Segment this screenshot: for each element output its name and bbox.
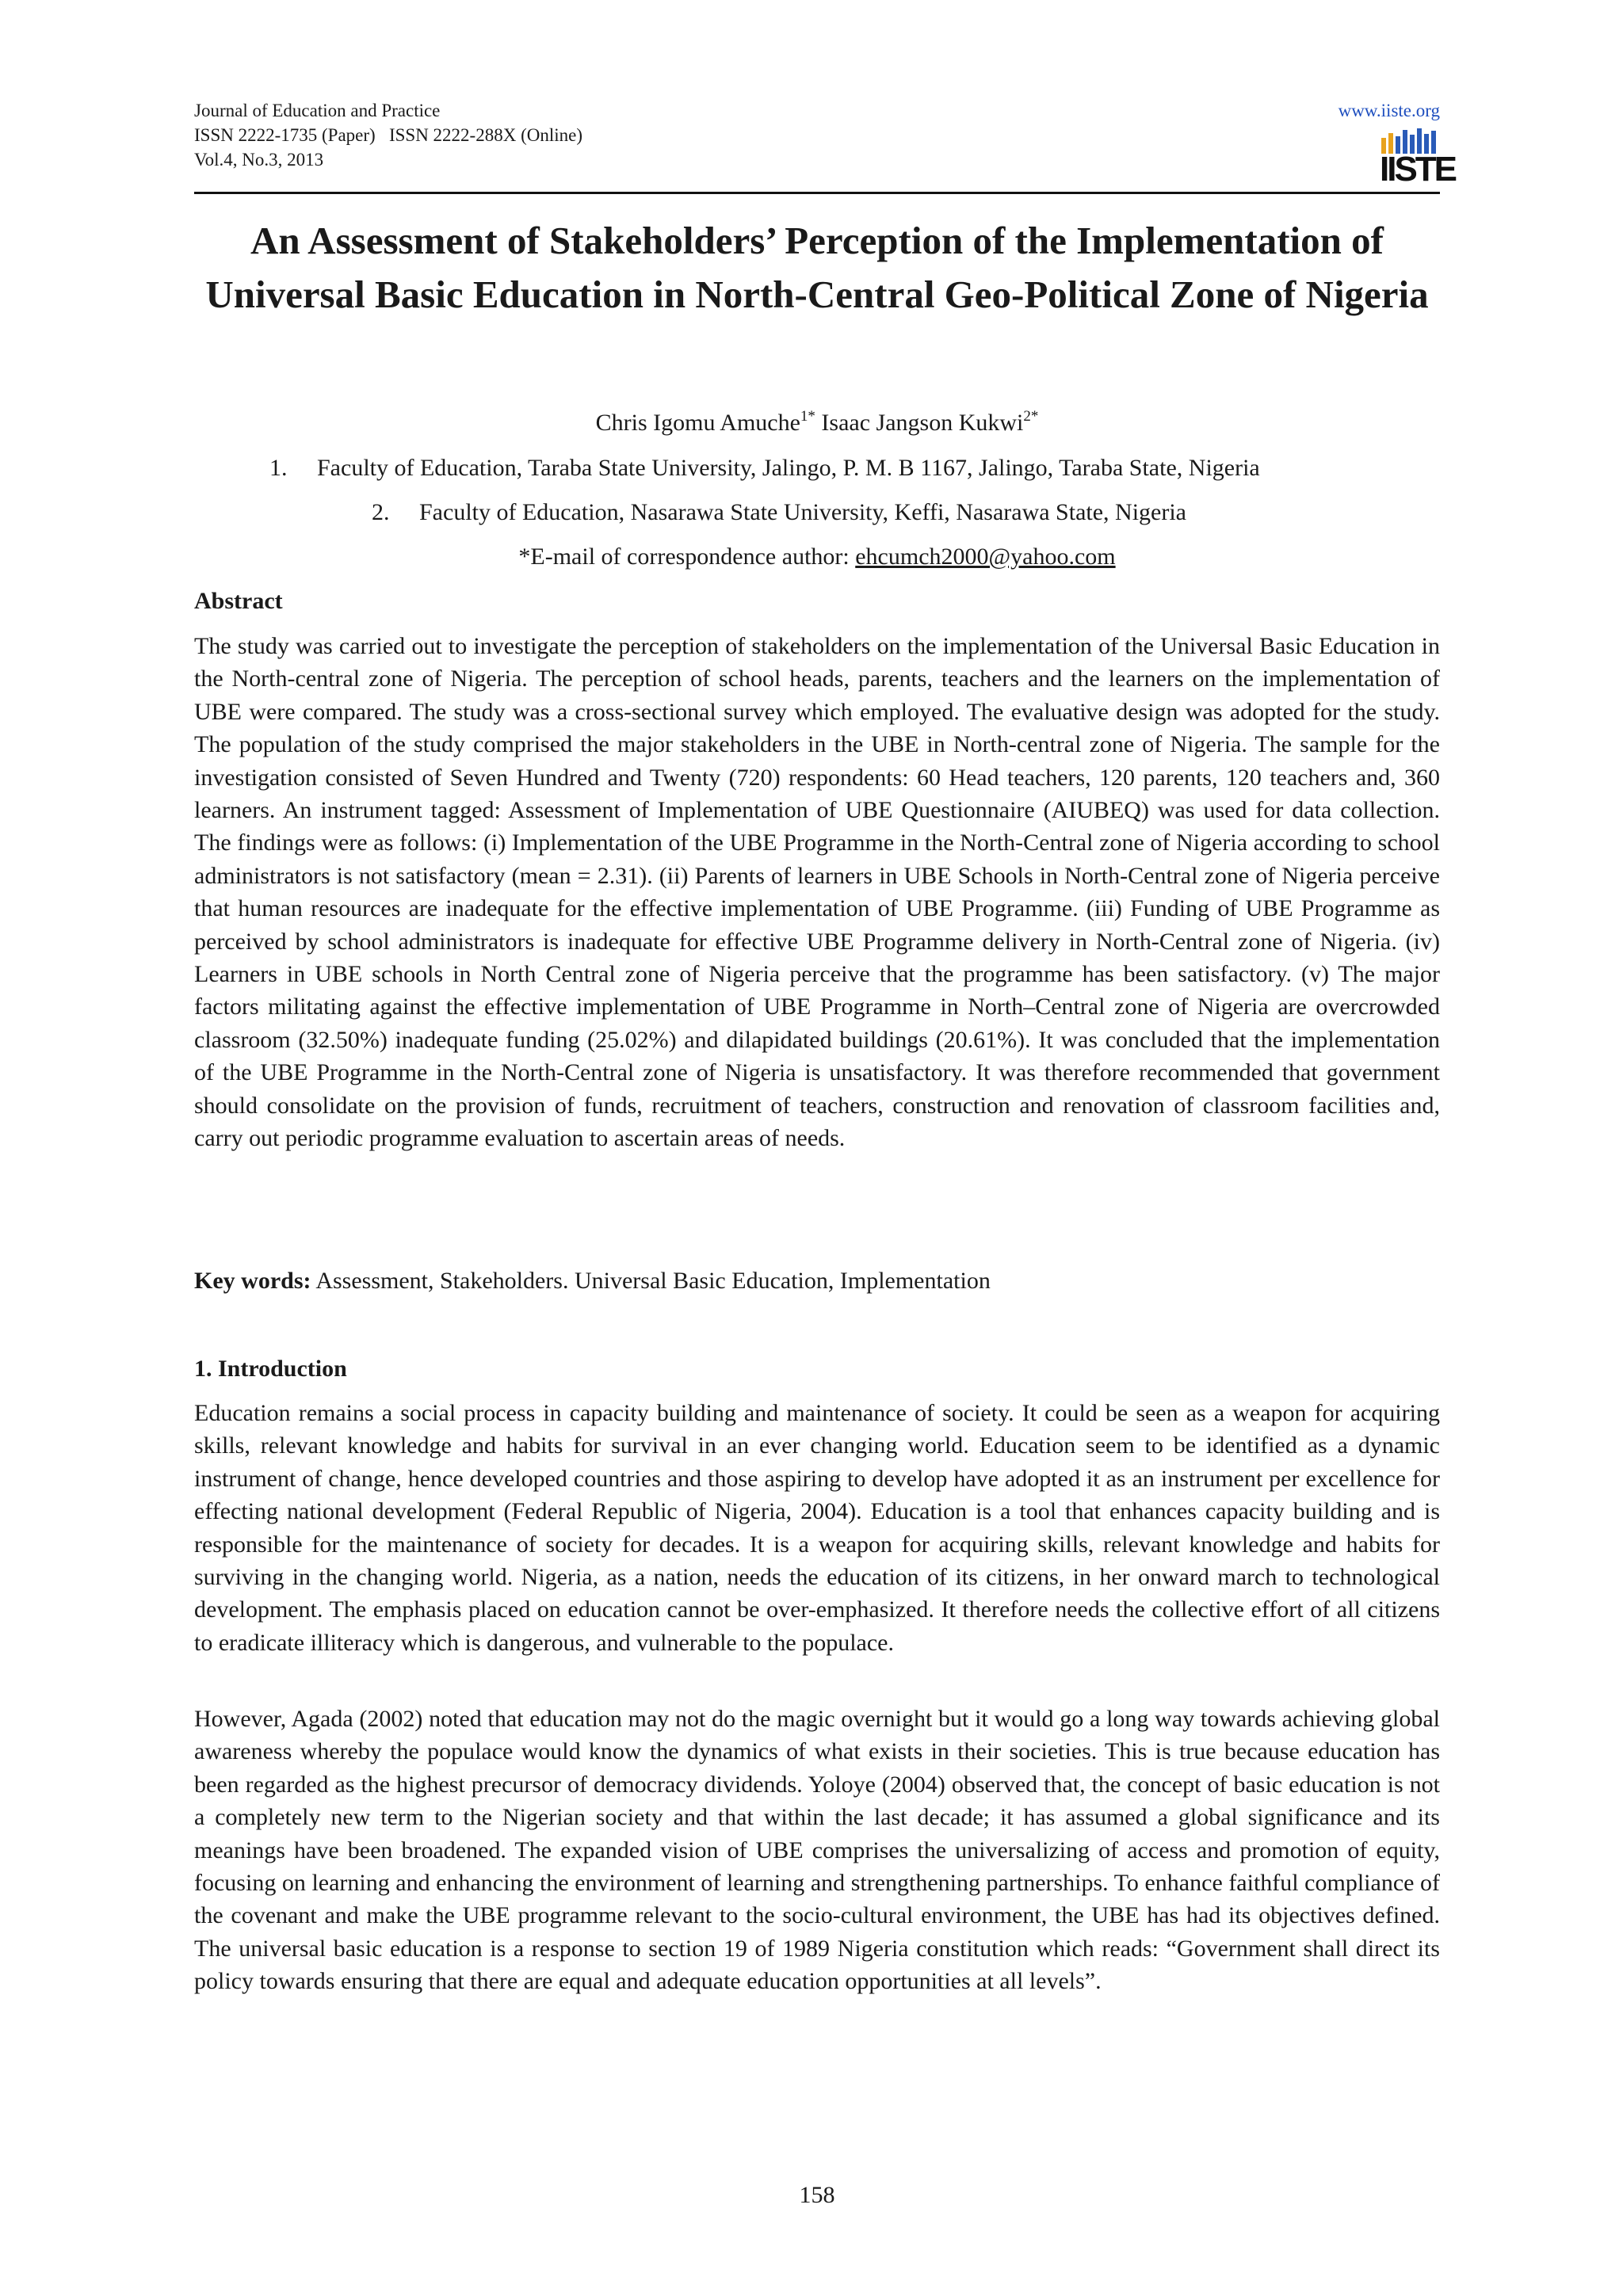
journal-issn: ISSN 2222-1735 (Paper) ISSN 2222-288X (Online) bbox=[194, 125, 582, 145]
author-1-name: Chris Igomu Amuche bbox=[595, 410, 800, 436]
affiliation-1-number: 1. bbox=[269, 455, 288, 481]
journal-info bbox=[194, 98, 582, 172]
correspondence-email-link[interactable]: ehcumch2000@yahoo.com bbox=[855, 543, 1116, 570]
page-number: 158 bbox=[799, 2182, 835, 2208]
journal-url-link[interactable]: www.iiste.org bbox=[1338, 101, 1440, 120]
journal-name: Journal of Education and Practice bbox=[194, 101, 441, 120]
keywords-label: Key words: bbox=[194, 1268, 311, 1294]
journal-volume: Vol.4, No.3, 2013 bbox=[194, 150, 324, 170]
author-line bbox=[194, 407, 1440, 439]
introduction-paragraph-1: Education remains a social process in capacity building and maintenance of society. It could be seen as a weapon for acquiring skills, relevant knowledge and habits for survival in an ever changing world. Education seem to be identified as a dynamic instrument of change, hence developed countries and those aspiring to develop have adopted it as an instrument per excellence for effecting national development (Federal Republic of Nigeria, 2004). Education is a tool that enhances capacity building and is responsible for the maintenance of society for decades. It is a weapon for acquiring skills, relevant knowledge and habits for surviving in the changing world. Nigeria, as a nation, needs the education of its citizens, in her onward march to technological development. The emphasis placed on education cannot be over-emphasized. It therefore needs the collective effort of all citizens to eradicate illiteracy which is dangerous, and vulnerable to the populace. bbox=[194, 1400, 1440, 1656]
affiliation-2 bbox=[372, 497, 1186, 528]
affiliation-2-number: 2. bbox=[372, 499, 390, 525]
author-2-superscript: 2* bbox=[1023, 408, 1039, 425]
paper-title: An Assessment of Stakeholders’ Perception of the Implementation of Universal Basic Education in North-Central Geo-Political Zone of Nigeria bbox=[205, 219, 1429, 316]
journal-header bbox=[194, 98, 1456, 189]
correspondence-line bbox=[194, 541, 1440, 573]
abstract-heading: Abstract bbox=[194, 588, 283, 614]
affiliation-1 bbox=[269, 452, 1260, 484]
author-2-name: Isaac Jangson Kukwi bbox=[821, 410, 1024, 436]
affiliation-2-text: Faculty of Education, Nasarawa State University, Keffi, Nasarawa State, Nigeria bbox=[419, 499, 1186, 525]
logo-wordmark: IISTE bbox=[1380, 150, 1456, 189]
keywords-line bbox=[194, 1265, 1440, 1297]
iiste-logo bbox=[1380, 127, 1456, 190]
introduction-paragraph-2: However, Agada (2002) noted that education may not do the magic overnight but it would go a long way towards achieving global awareness whereby the populace would know the dynamics of what exists in their societies. This is true because education has been regarded as the highest precursor of democracy dividends. Yoloye (2004) observed that, the concept of basic education is not a completely new term to the Nigerian society and that within the last decade; it has assumed a global significance and its meanings have been broadened. The expanded vision of UBE comprises the universalizing of access and promotion of equity, focusing on learning and enhancing the environment of learning and strengthening partnerships. To enhance faithful compliance of the covenant and make the UBE programme relevant to the socio-cultural environment, the UBE has had its objectives defined. The universal basic education is a response to section 19 of 1989 Nigeria constitution which reads: “Government shall direct its policy towards ensuring that there are equal and adequate education opportunities at all levels”. bbox=[194, 1706, 1440, 1995]
author-1-superscript: 1* bbox=[800, 408, 815, 425]
header-divider bbox=[194, 192, 1440, 194]
abstract-text: The study was carried out to investigate the perception of stakeholders on the implementation of the Universal Basic Education in the North-central zone of Nigeria. The perception of school heads, parents, teachers and the learners on the implementation of UBE were compared. The study was a cross-sectional survey which employed. The evaluative design was adopted for the study. The population of the study comprised the major stakeholders in the UBE in North-central zone of Nigeria. The sample for the investigation consisted of Seven Hundred and Twenty (720) respondents: 60 Head teachers, 120 parents, 120 teachers and, 360 learners. An instrument tagged: Assessment of Implementation of UBE Questionnaire (AIUBEQ) was used for data collection. The findings were as follows: (i) Implementation of the UBE Programme in the North-Central zone of Nigeria according to school administrators is not satisfactory (mean = 2.31). (ii) Parents of learners in UBE Schools in North-Central zone of Nigeria perceive that human resources are inadequate for the effective implementation of UBE Programme. (iii) Funding of UBE Programme as perceived by school administrators is inadequate for effective UBE Programme delivery in North-Central zone of Nigeria. (iv) Learners in UBE schools in North Central zone of Nigeria perceive that the programme has been satisfactory. (v) The major factors militating against the effective implementation of UBE Programme in North–Central zone of Nigeria are overcrowded classroom (32.50%) inadequate funding (25.02%) and dilapidated buildings (20.61%). It was concluded that the implementation of the UBE Programme in the North-Central zone of Nigeria is unsatisfactory. It was therefore recommended that government should consolidate on the provision of funds, recruitment of teachers, construction and renovation of classroom facilities and, carry out periodic programme evaluation to ascertain areas of needs. bbox=[194, 633, 1440, 1152]
keywords-text: Assessment, Stakeholders. Universal Basic Education, Implementation bbox=[311, 1268, 991, 1294]
correspondence-label: *E-mail of correspondence author: bbox=[518, 543, 856, 570]
affiliation-1-text: Faculty of Education, Taraba State University, Jalingo, P. M. B 1167, Jalingo, Taraba State, Nigeria bbox=[317, 455, 1260, 481]
introduction-heading: 1. Introduction bbox=[194, 1356, 347, 1382]
